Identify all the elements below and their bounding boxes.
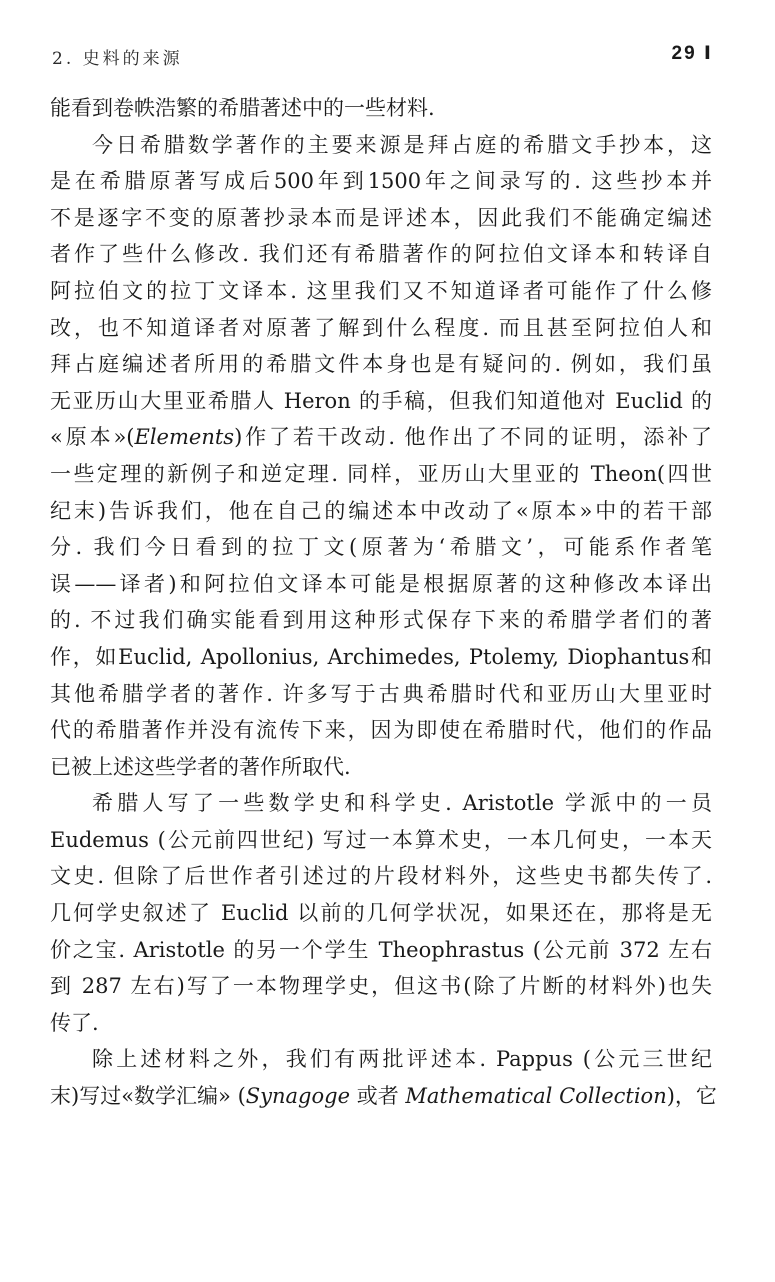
text-line [50,493,712,530]
text-line [50,346,712,383]
text-segment: 能看到卷帙浩繁的希腊著述中的一些材料. [50,96,435,120]
text-line [50,456,712,493]
text-segment: 末)写过«数学汇编» ( [50,1084,246,1109]
text-line [50,639,712,676]
text-segment: 改，也不知道译者对原著了解到什么程度. 而且甚至阿拉伯人和 [50,315,712,340]
text-segment: 到 287 左右)写了一本物理学史，但这书(除了片断的材料外)也失 [50,974,712,999]
running-head: 2. 史料的来源 [52,49,183,69]
text-segment: «原本»( [50,425,135,450]
text-line [50,273,712,310]
text-segment: 传了. [50,1010,99,1035]
text-line [50,529,712,566]
text-line [50,419,712,456]
text-line [50,566,712,603]
text-line [50,1041,712,1078]
italic-term: Synagoge [245,1084,351,1109]
text-line [50,932,712,969]
text-line [50,785,712,822]
text-segment: 纪末)告诉我们，他在自己的编述本中改动了«原本»中的若干部 [50,498,712,523]
text-segment: 或者 [350,1084,406,1109]
text-line [50,200,712,237]
text-segment: 者作了些什么修改. 我们还有希腊著作的阿拉伯文译本和转译自 [50,242,712,267]
text-segment: 不是逐字不变的原著抄录本而是评述本，因此我们不能确定编述 [50,205,712,230]
text-segment: 作，如Euclid, Apollonius, Archimedes, Ptolemy, Diophantus和 [50,644,712,669]
text-segment: 除上述材料之外，我们有两批评述本. Pappus (公元三世纪 [92,1047,712,1072]
text-line [50,127,712,164]
text-line [50,163,712,200]
italic-term: Elements [134,425,235,450]
text-segment: 误——译者)和阿拉伯文译本可能是根据原著的这种修改本译出 [50,571,712,596]
text-segment: 希腊人写了一些数学史和科学史. Aristotle 学派中的一员 [92,791,712,816]
text-segment: Eudemus (公元前四世纪) 写过一本算术史，一本几何史，一本天 [50,827,712,852]
text-segment: 分. 我们今日看到的拉丁文(原著为‘希腊文’，可能系作者笔 [50,535,712,560]
text-segment: 价之宝. Aristotle 的另一个学生 Theophrastus (公元前 372 左右 [50,937,712,962]
italic-term: Mathematical Collection [405,1084,667,1109]
text-segment: 无亚历山大里亚希腊人 Heron 的手稿，但我们知道他对 Euclid 的 [50,388,712,413]
text-line [50,602,712,639]
text-segment: 今日希腊数学著作的主要来源是拜占庭的希腊文手抄本，这 [92,132,712,157]
text-segment: )作了若干改动. 他作出了不同的证明，添补了 [234,425,712,450]
text-line [50,1005,712,1042]
text-segment: 拜占庭编述者所用的希腊文件本身也是有疑问的. 例如，我们虽 [50,352,712,377]
text-line [50,236,712,273]
text-line [50,749,712,786]
text-line [50,968,712,1005]
text-line [50,1078,717,1115]
text-line [50,90,712,127]
text-line [50,676,712,713]
text-line [50,712,712,749]
page-header [52,44,713,74]
text-segment: 其他希腊学者的著作. 许多写于古典希腊时代和亚历山大里亚时 [50,681,712,706]
text-segment: 阿拉伯文的拉丁文译本. 这里我们又不知道译者可能作了什么修 [50,278,712,303]
text-segment: )，它 [666,1084,717,1109]
body-text [50,90,717,1115]
text-segment: 已被上述这些学者的著作所取代. [50,754,351,779]
text-segment: 代的希腊著作并没有流传下来，因为即使在希腊时代，他们的作品 [50,718,712,743]
text-segment: 几何学史叙述了 Euclid 以前的几何学状况，如果还在，那将是无 [50,901,712,926]
text-segment: 文史. 但除了后世作者引述过的片段材料外，这些史书都失传了. [50,864,712,889]
text-line [50,895,712,932]
text-segment: 的. 不过我们确实能看到用这种形式保存下来的希腊学者们的著 [50,608,712,633]
text-line [50,310,712,347]
text-line [50,383,712,420]
text-line [50,822,712,859]
page-number: 29 Ⅰ [671,43,713,64]
text-segment: 是在希腊原著写成后500年到1500年之间录写的. 这些抄本并 [50,169,712,194]
text-segment: 一些定理的新例子和逆定理. 同样，亚历山大里亚的 Theon(四世 [50,461,712,486]
text-line [50,858,712,895]
